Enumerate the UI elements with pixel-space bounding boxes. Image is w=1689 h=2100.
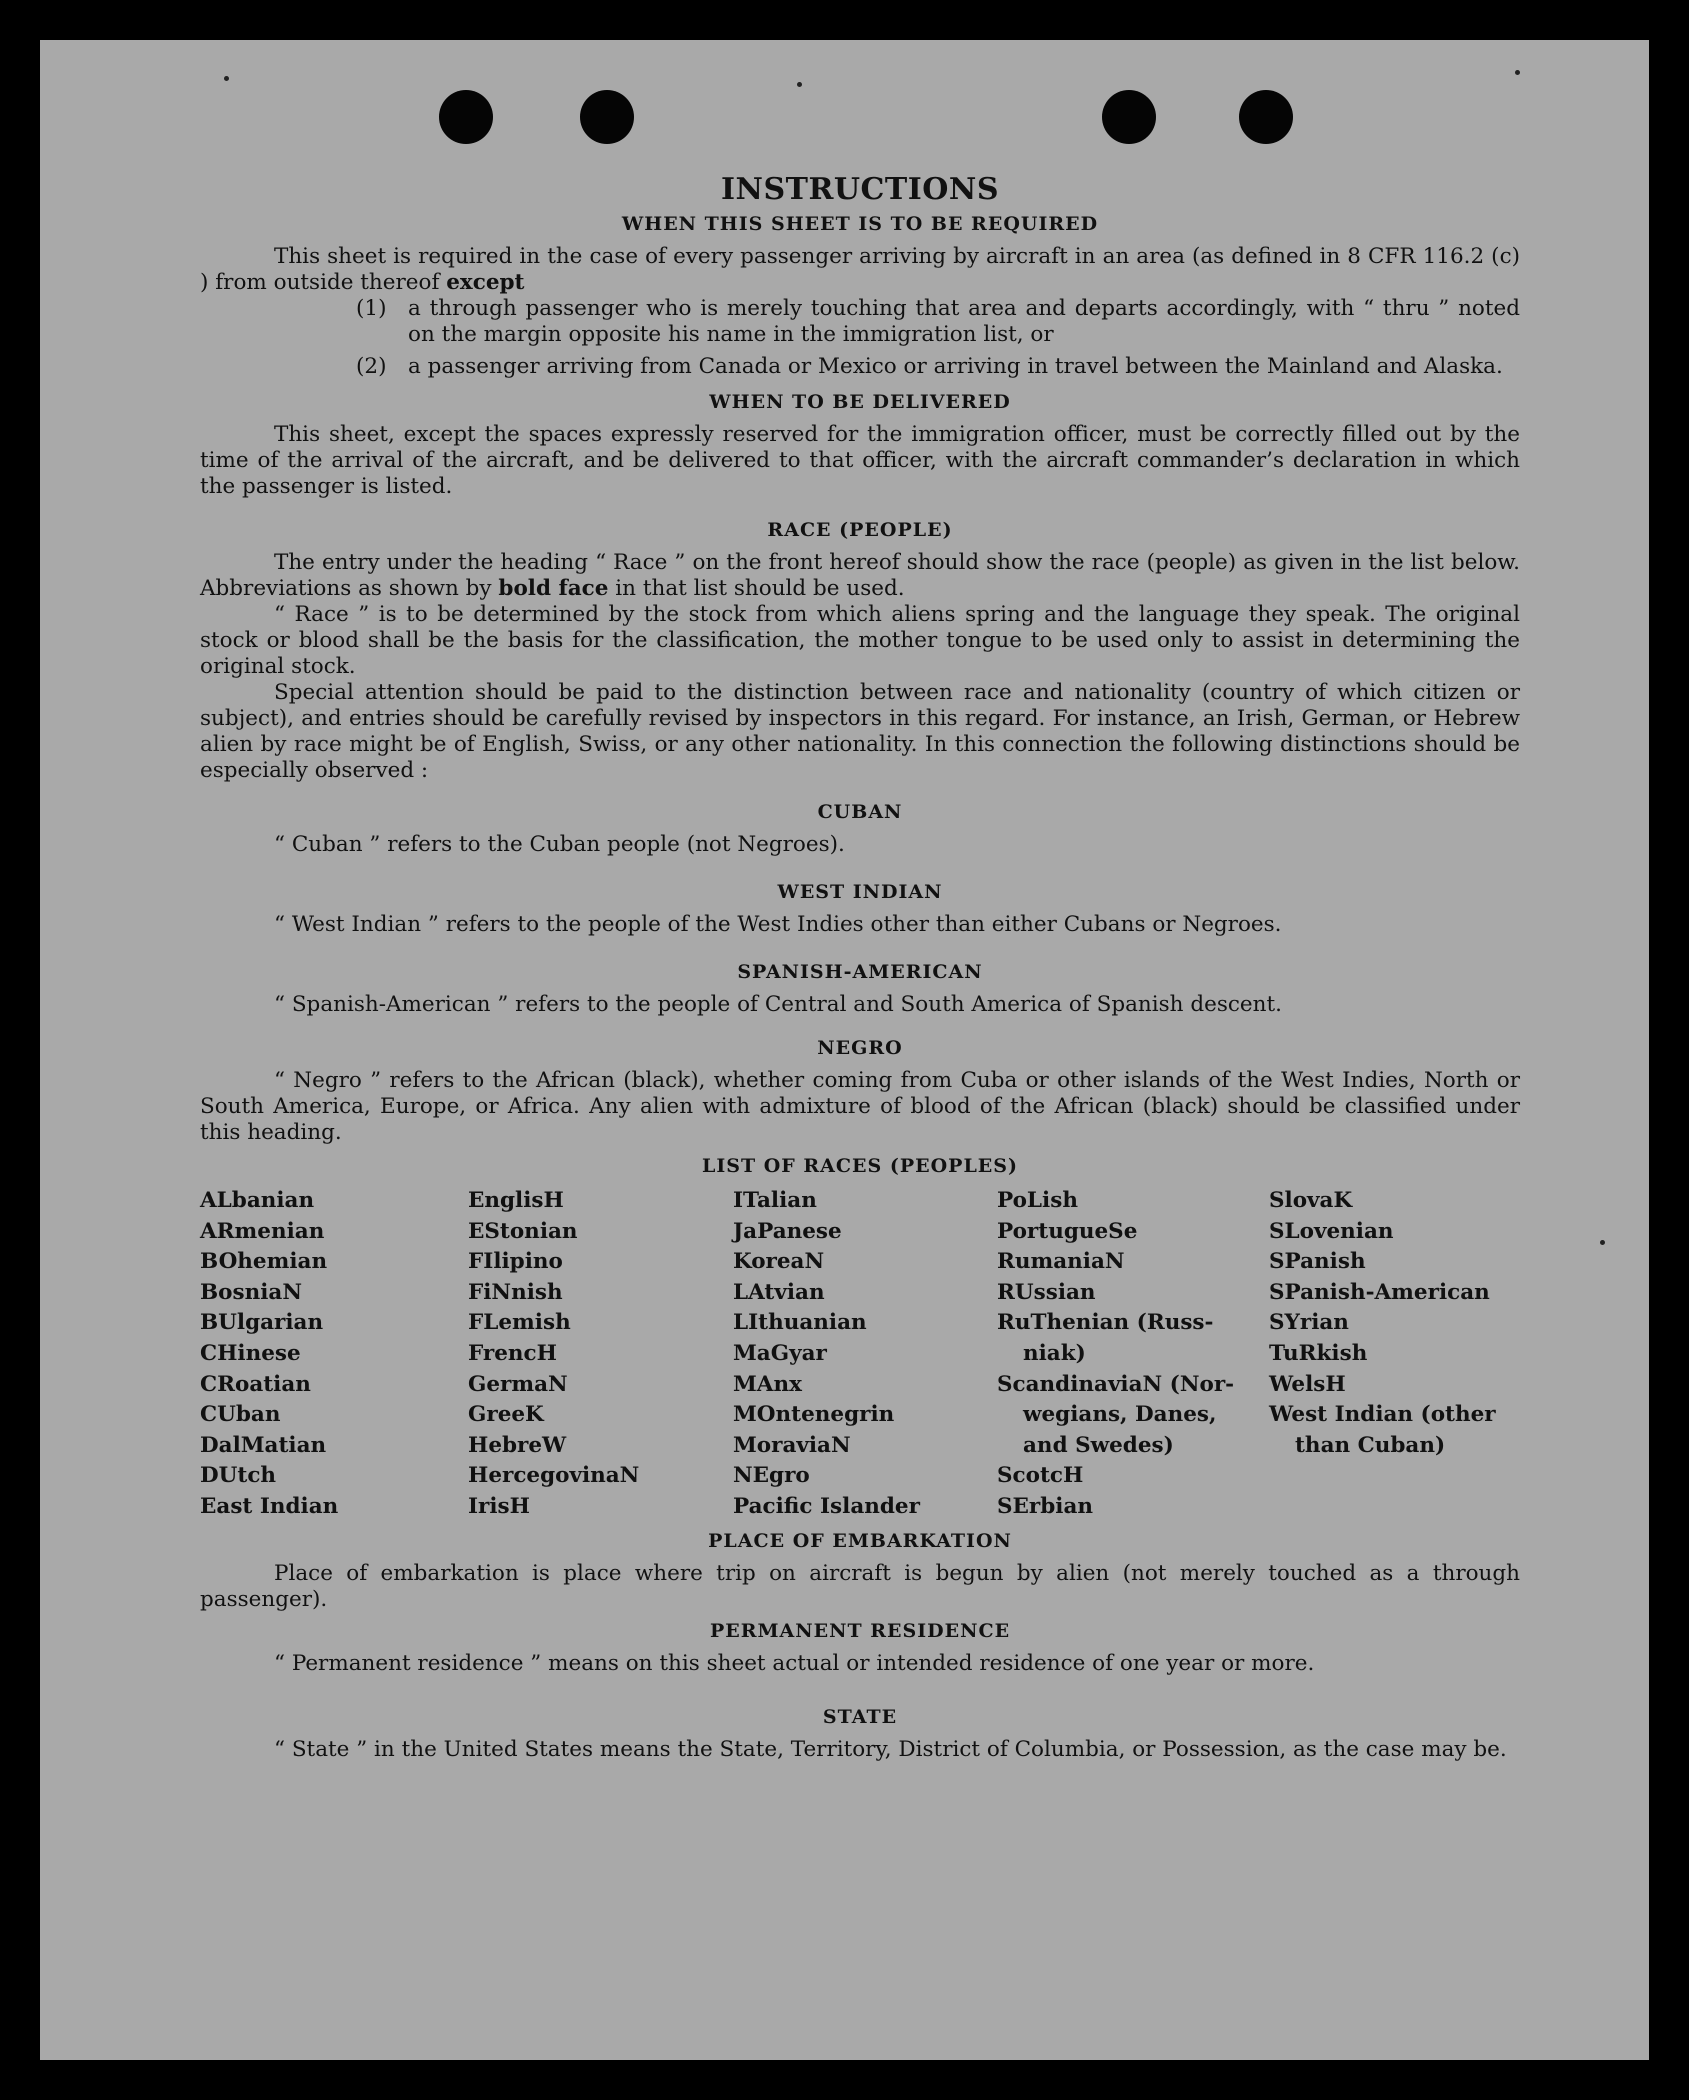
heading-negro: NEGRO — [817, 1037, 903, 1059]
speck — [224, 76, 229, 81]
races-column-3 — [733, 1186, 997, 1523]
race-list-item: HercegovinaN — [468, 1463, 640, 1489]
race-list-item: PoLish — [997, 1188, 1078, 1213]
heading-state: STATE — [822, 1705, 898, 1728]
race-list-item: EStonian — [468, 1218, 578, 1244]
race-list-item: TuRkish — [1269, 1340, 1368, 1366]
race-list-item: SErbian — [997, 1493, 1094, 1519]
race-list-item: RuThenian (Russ- — [997, 1310, 1214, 1336]
race-list-item: GreeK — [468, 1402, 544, 1428]
race-paragraph-1: The entry under the heading “ Race ” on the front hereof should show the race (people) as given in the list below. Abbreviations as shown by bold face in that list should be used. — [200, 550, 1520, 601]
race-list-item: HebreW — [468, 1432, 567, 1458]
races-column-5 — [1269, 1186, 1520, 1523]
state-text: “ State ” in the United States means the State, Territory, District of Columbia, or Possession, as the case may be. — [274, 1736, 1507, 1762]
race-list-item: LIthuanian — [733, 1310, 867, 1336]
negro-text: “ Negro ” refers to the African (black), whether coming from Cuba or other islands of the West Indies, North or South America, Europe, or Africa. Any alien with admixture of blood of the African (black) should be classified under this heading. — [200, 1068, 1520, 1145]
race-list-item: and Swedes) — [1023, 1432, 1174, 1458]
race-list-item: BOhemian — [200, 1249, 328, 1275]
race-list-item: FLemish — [468, 1310, 571, 1336]
delivered-text: This sheet, except the spaces expressly reserved for the immigration officer, must be correctly filled out by the time of the arrival of the aircraft, and be delivered to that officer, with the aircraft commander’s declaration in which the passenger is listed. — [200, 422, 1520, 499]
race-list-item: FIlipino — [468, 1249, 563, 1275]
race-list-item: Pacific Islander — [733, 1493, 920, 1519]
race-list-item: CUban — [200, 1402, 281, 1428]
spanish-american-text: “ Spanish-American ” refers to the people of Central and South America of Spanish descent. — [274, 992, 1282, 1017]
race-list-item: JaPanese — [733, 1218, 842, 1244]
races-column-2 — [468, 1186, 733, 1523]
race-list-item: FiNnish — [468, 1279, 563, 1305]
race-list-item: SPanish — [1269, 1249, 1366, 1275]
heading-cuban: CUBAN — [817, 801, 903, 823]
race-list-item: KoreaN — [733, 1249, 825, 1275]
race-list-item: ARmenian — [200, 1218, 325, 1244]
race-list-item: FrencH — [468, 1340, 557, 1366]
race-list-item: NEgro — [733, 1463, 810, 1489]
race-list-item: CHinese — [200, 1340, 301, 1366]
required-item-2: (2) a passenger arriving from Canada or Mexico or arriving in travel between the Mainland and Alaska. — [356, 354, 1503, 379]
race-list-item: RumaniaN — [997, 1249, 1125, 1275]
race-paragraph-2: “ Race ” is to be determined by the stock from which aliens spring and the language they speak. The original stock or blood shall be the basis for the classification, the mother tongue to be used only to assist in determining the original stock. — [200, 602, 1520, 679]
race-list-item: CRoatian — [200, 1371, 311, 1397]
heading-list-of-races: LIST OF RACES (PEOPLES) — [702, 1155, 1018, 1177]
speck — [1515, 70, 1520, 75]
races-column-1 — [200, 1186, 468, 1523]
heading-spanish-american: SPANISH-AMERICAN — [737, 961, 983, 983]
heading-race: RACE (PEOPLE) — [767, 519, 953, 541]
race-list-item: SPanish-American — [1269, 1279, 1490, 1305]
race-list-item: DalMatian — [200, 1432, 327, 1458]
race-list-item: East Indian — [200, 1493, 339, 1519]
heading-delivered: WHEN TO BE DELIVERED — [709, 391, 1011, 413]
race-list-item: BUlgarian — [200, 1310, 324, 1336]
document-sheet — [40, 40, 1649, 2060]
race-list-item: ITalian — [733, 1188, 817, 1213]
race-list-item: West Indian (other — [1269, 1402, 1496, 1428]
speck — [797, 82, 802, 87]
race-list-item: ScandinaviaN (Nor- — [997, 1371, 1235, 1397]
races-column-4 — [997, 1186, 1269, 1523]
required-intro: This sheet is required in the case of every passenger arriving by aircraft in an area (as defined in 8 CFR 116.2 (c) ) from outside thereof except — [200, 244, 1520, 295]
race-list-item: ScotcH — [997, 1463, 1084, 1489]
cuban-text: “ Cuban ” refers to the Cuban people (not Negroes). — [274, 832, 845, 857]
west-indian-text: “ West Indian ” refers to the people of the West Indies other than either Cubans or Negroes. — [274, 912, 1282, 937]
embarkation-text: Place of embarkation is place where trip on aircraft is begun by alien (not merely touched as a through passenger). — [200, 1560, 1520, 1612]
race-list-item: IrisH — [468, 1493, 530, 1519]
race-list-item: BosniaN — [200, 1279, 302, 1305]
race-list-item: MoraviaN — [733, 1432, 851, 1458]
race-list-item: MaGyar — [733, 1340, 827, 1366]
race-paragraph-3: Special attention should be paid to the distinction between race and nationality (country of which citizen or subject), and entries should be carefully revised by inspectors in this regard. For instance, an Irish, German, or Hebrew alien by race might be of English, Swiss, or any other nationality. In this connection the following distinctions should be especially observed : — [200, 680, 1520, 783]
heading-west-indian: WEST INDIAN — [777, 881, 943, 903]
punch-hole — [439, 90, 493, 144]
punch-hole — [580, 90, 634, 144]
races-list — [200, 1186, 1520, 1523]
race-list-item: DUtch — [200, 1463, 277, 1489]
race-list-item: than Cuban) — [1295, 1432, 1446, 1458]
page-title: INSTRUCTIONS — [721, 172, 999, 207]
race-list-item: ALbanian — [200, 1188, 315, 1213]
punch-hole — [1102, 90, 1156, 144]
race-list-item: MOntenegrin — [733, 1402, 895, 1428]
race-list-item: SlovaK — [1269, 1188, 1353, 1213]
race-list-item: WelsH — [1269, 1371, 1346, 1397]
race-list-item: PortugueSe — [997, 1218, 1138, 1244]
speck — [1600, 1240, 1605, 1245]
race-list-item: LAtvian — [733, 1279, 825, 1305]
heading-embarkation: PLACE OF EMBARKATION — [708, 1529, 1012, 1552]
required-item-1: (1) a through passenger who is merely touching that area and departs accordingly, with “ thru ” noted on the margin opposite his name in the immigration list, or — [356, 296, 1520, 347]
permanent-residence-text: “ Permanent residence ” means on this sheet actual or intended residence of one year or more. — [274, 1650, 1315, 1676]
instructions-content — [200, 172, 1520, 1763]
race-list-item: wegians, Danes, — [1023, 1402, 1217, 1428]
race-list-item: niak) — [1023, 1340, 1086, 1366]
heading-required: WHEN THIS SHEET IS TO BE REQUIRED — [621, 213, 1099, 235]
race-list-item: SLovenian — [1269, 1218, 1394, 1244]
race-list-item: MAnx — [733, 1371, 802, 1397]
race-list-item: RUssian — [997, 1279, 1096, 1305]
race-list-item: SYrian — [1269, 1310, 1349, 1336]
punch-hole — [1239, 90, 1293, 144]
race-list-item: GermaN — [468, 1371, 568, 1397]
heading-permanent-residence: PERMANENT RESIDENCE — [709, 1619, 1011, 1642]
race-list-item: EnglisH — [468, 1188, 564, 1213]
